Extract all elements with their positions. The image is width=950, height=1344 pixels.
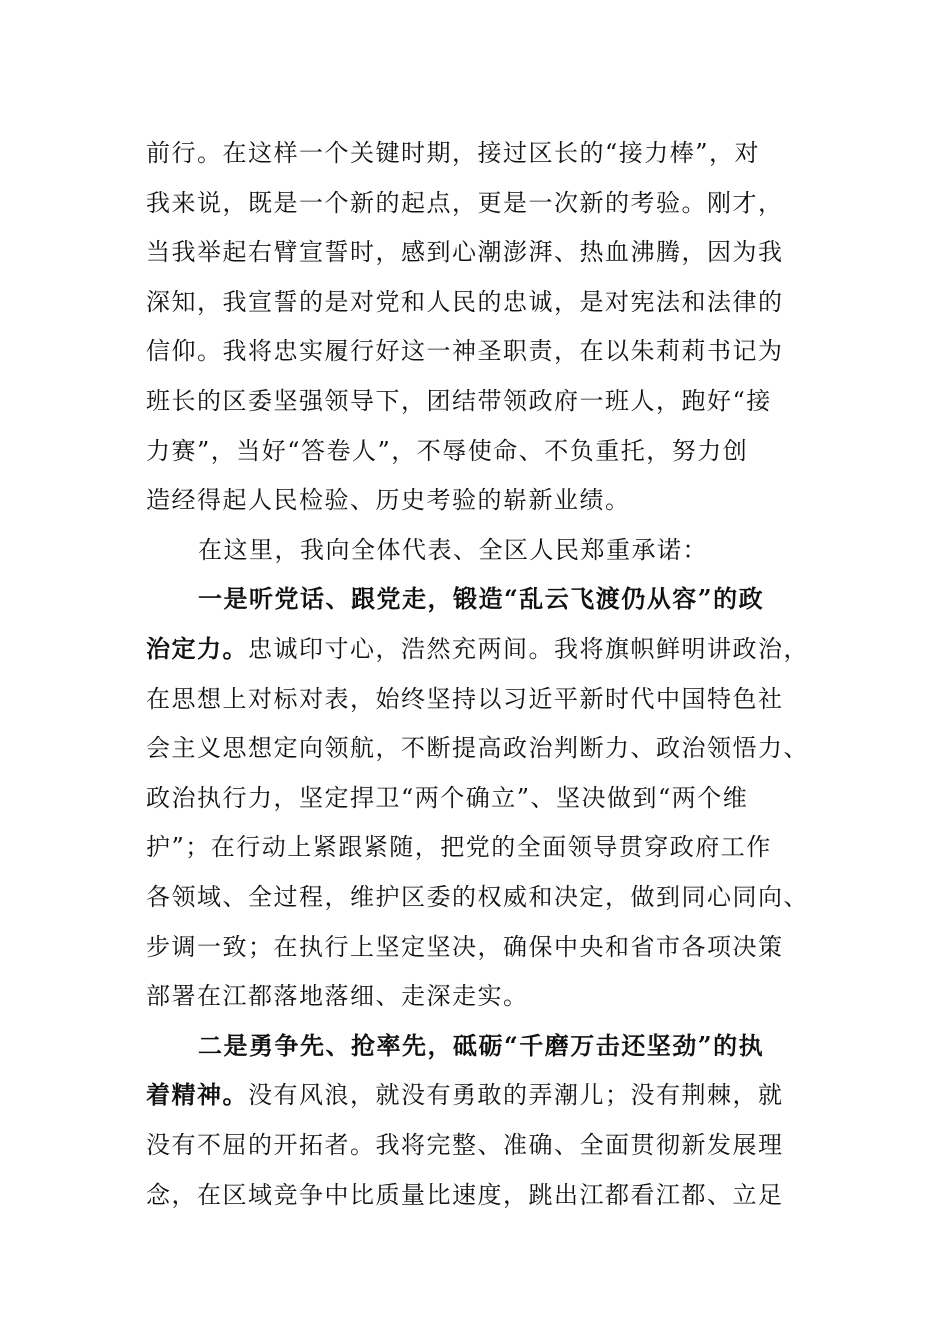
text-line: 会主义思想定向领航，不断提高政治判断力、政治领悟力、 xyxy=(146,734,809,762)
text-line: 护”；在行动上紧跟紧随，把党的全面领导贯穿政府工作 xyxy=(146,833,772,861)
text-line: 我来说，既是一个新的起点，更是一次新的考验。刚才， xyxy=(146,189,784,217)
text-line: 政治执行力，坚定捍卫“两个确立”、坚决做到“两个维 xyxy=(146,784,749,812)
text-line: 力赛”，当好“答卷人”，不辱使命、不负重托，努力创 xyxy=(146,437,749,465)
section-heading-end: 治定力。 xyxy=(146,634,248,663)
text-line xyxy=(146,634,809,664)
text-line: 部署在江都落地落细、走深走实。 xyxy=(146,982,529,1010)
text-line: 步调一致；在执行上坚定坚决，确保中央和省市各项决策 xyxy=(146,933,784,961)
text-line: 当我举起右臂宣誓时，感到心潮澎湃、热血沸腾，因为我 xyxy=(146,238,784,266)
section-heading: 一是听党话、跟党走，锻造“乱云飞渡仍从容”的政 xyxy=(198,584,765,613)
text-line: 各领域、全过程，维护区委的权威和决定，做到同心同向、 xyxy=(146,883,809,911)
text-line: 班长的区委坚强领导下，团结带领政府一班人，跑好“接 xyxy=(146,387,772,415)
text-line: 没有不屈的开拓者。我将完整、准确、全面贯彻新发展理 xyxy=(146,1131,784,1159)
text-line: 在这里，我向全体代表、全区人民郑重承诺： xyxy=(198,536,708,564)
text-run: 忠诚印寸心，浩然充两间。我将旗帜鲜明讲政治， xyxy=(248,635,809,663)
text-line: 前行。在这样一个关键时期，接过区长的“接力棒”，对 xyxy=(146,139,761,167)
text-line: 念，在区域竞争中比质量比速度，跳出江都看江都、立足 xyxy=(146,1181,784,1209)
section-heading: 二是勇争先、抢率先，砥砺“千磨万击还坚劲”的执 xyxy=(198,1031,765,1060)
text-line: 深知，我宣誓的是对党和人民的忠诚，是对宪法和法律的 xyxy=(146,288,784,316)
text-line xyxy=(146,1080,784,1110)
section-heading-end: 着精神。 xyxy=(146,1080,248,1109)
text-line: 信仰。我将忠实履行好这一神圣职责，在以朱莉莉书记为 xyxy=(146,337,784,365)
text-line: 造经得起人民检验、历史考验的崭新业绩。 xyxy=(146,486,631,514)
text-run: 没有风浪，就没有勇敢的弄潮儿；没有荆棘，就 xyxy=(248,1081,784,1109)
text-line: 在思想上对标对表，始终坚持以习近平新时代中国特色社 xyxy=(146,685,784,713)
